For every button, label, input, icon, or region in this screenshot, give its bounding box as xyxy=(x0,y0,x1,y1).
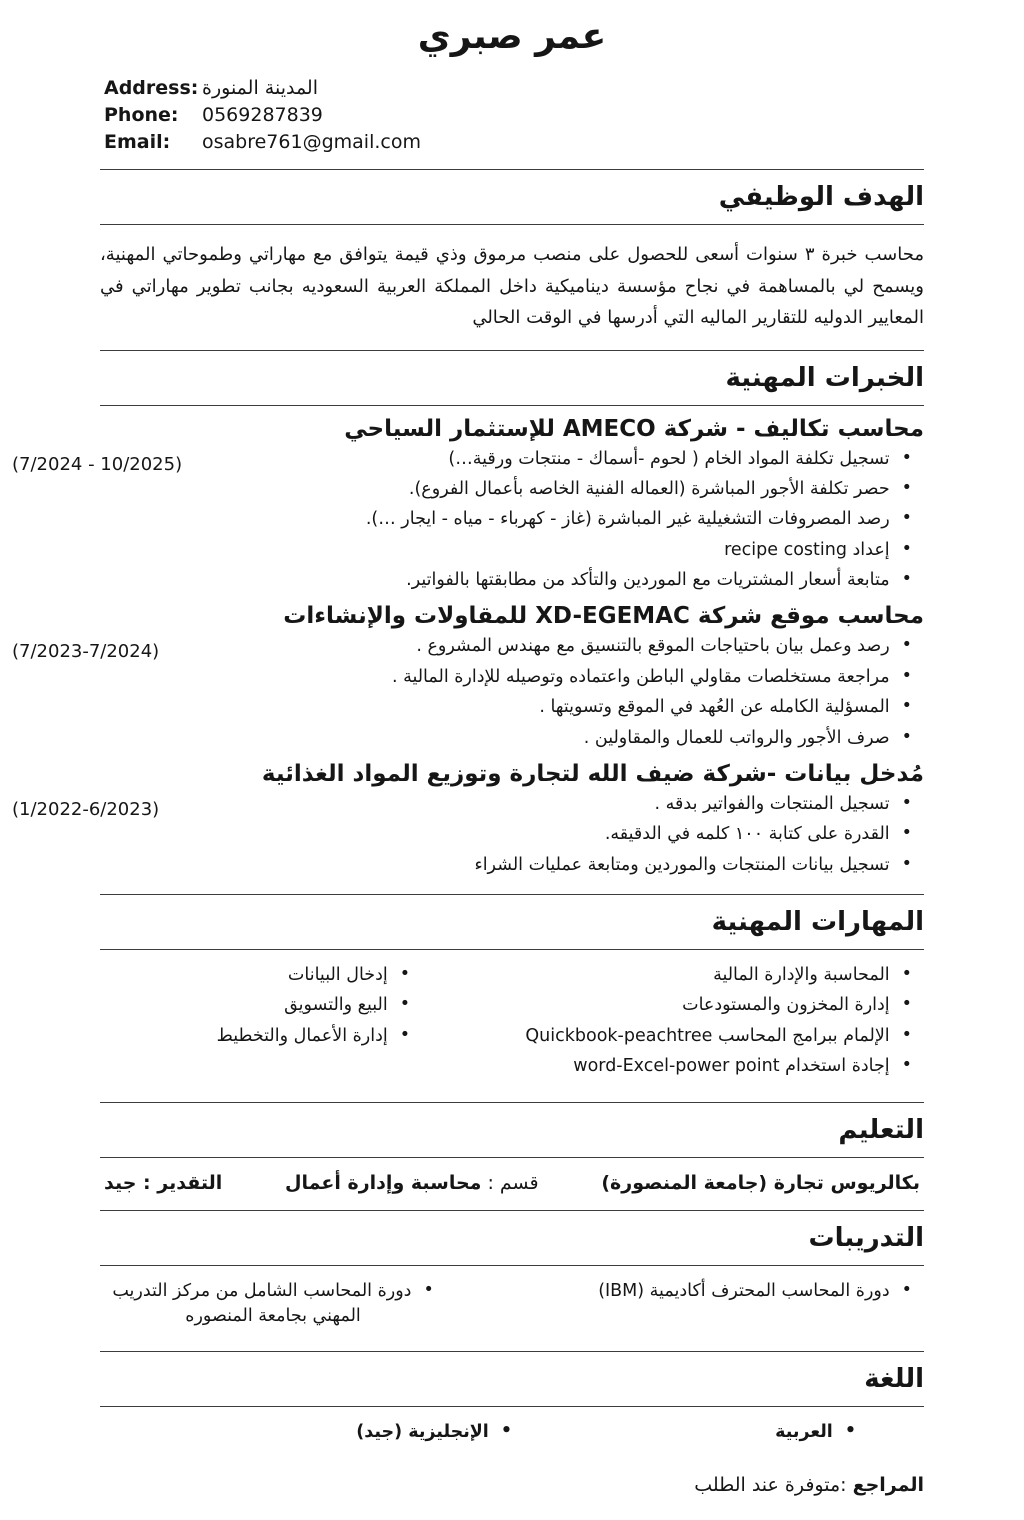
section-education xyxy=(100,1102,924,1194)
training-item: •دورة المحاسب المحترف أكاديمية (IBM) xyxy=(446,1279,912,1304)
language-item: •الإنجليزية (جيد) xyxy=(100,1420,512,1445)
language-columns xyxy=(100,1415,924,1451)
education-title: التعليم xyxy=(838,1114,924,1145)
skill-item: •البيع والتسويق xyxy=(100,993,410,1018)
job-bullet: •صرف الأجور والرواتب للعمال والمقاولين . xyxy=(100,726,912,751)
job-date: (7/2024 - 10/2025) xyxy=(12,453,183,475)
section-rule xyxy=(100,224,924,225)
job-bullet-list xyxy=(100,792,924,878)
job-bullet: •مراجعة مستخلصات مقاولي الباطن واعتماده وتوصيله للإدارة المالية . xyxy=(100,665,912,690)
section-language xyxy=(100,1351,924,1451)
education-department xyxy=(285,1172,539,1194)
bullet-icon: • xyxy=(901,823,912,844)
trainings-list xyxy=(446,1279,924,1304)
language-item: •العربية xyxy=(512,1420,856,1445)
section-rule xyxy=(100,1351,924,1352)
job-bullet: •إعداد recipe costing xyxy=(100,538,912,563)
language-column-left xyxy=(100,1415,512,1451)
skill-item: •إدارة الأعمال والتخطيط xyxy=(100,1024,410,1049)
bullet-icon: • xyxy=(844,1421,856,1442)
bullet-icon: • xyxy=(901,508,912,529)
job-bullet: •تسجيل المنتجات والفواتير بدقه . xyxy=(100,792,912,817)
language-list xyxy=(512,1420,924,1445)
bullet-icon: • xyxy=(901,853,912,874)
address-label: Address: xyxy=(104,77,199,99)
bullet-icon: • xyxy=(500,1421,512,1442)
skills-title: المهارات المهنية xyxy=(711,907,924,937)
skill-item: •الإلمام ببرامج المحاسب Quickbook-peachtree xyxy=(446,1024,912,1049)
trainings-title: التدريبات xyxy=(808,1222,924,1253)
bullet-icon: • xyxy=(901,635,912,656)
bullet-icon: • xyxy=(901,1055,912,1076)
objective-text: محاسب خبرة ٣ سنوات أسعى للحصول على منصب مرموق وذي قيمة يتوافق مع مهاراتي وطموحاتي المهنية، ويسمح لي بالمساهمة في نجاح مؤسسة ديناميكية داخل المملكة العربية السعوديه بجانب تطوير مهاراتي في المعايير الدوليه للتقارير الماليه التي أدرسها في الوقت الحالي xyxy=(100,244,924,328)
bullet-icon: • xyxy=(901,696,912,717)
job-bullet: •القدرة على كتابة ١٠٠ كلمه في الدقيقه. xyxy=(100,822,912,847)
trainings-columns xyxy=(100,1274,924,1336)
section-rule xyxy=(100,1265,924,1266)
bullet-icon: • xyxy=(901,994,912,1015)
email-value: osabre761@gmail.com xyxy=(202,131,421,153)
bullet-icon: • xyxy=(399,964,411,984)
bullet-icon: • xyxy=(901,538,912,559)
skill-item: •إدخال البيانات xyxy=(100,963,410,988)
section-experience xyxy=(12,350,924,879)
section-rule xyxy=(100,1406,924,1407)
contact-row-address xyxy=(104,77,924,99)
job-bullet: •متابعة أسعار المشتريات مع الموردين والتأكد من مطابقتها بالفواتير. xyxy=(100,568,912,593)
bullet-icon: • xyxy=(901,569,912,589)
education-row xyxy=(104,1172,920,1194)
page-title: عمر صبري xyxy=(417,16,607,57)
job-entry xyxy=(12,603,924,751)
job-title: محاسب تكاليف - شركة AMECO للإستثمار السياحي xyxy=(344,415,924,442)
phone-value: 0569287839 xyxy=(202,104,323,126)
skills-column-right xyxy=(446,958,924,1086)
bullet-icon: • xyxy=(901,665,912,686)
section-rule xyxy=(100,1210,924,1211)
bullet-icon: • xyxy=(399,1024,411,1045)
objective-title: الهدف الوظيفي xyxy=(718,182,924,212)
job-bullet: •رصد المصروفات التشغيلية غير المباشرة (غاز - كهرباء - مياه - ايجار …). xyxy=(100,507,912,532)
bullet-icon: • xyxy=(399,994,411,1015)
contact-block xyxy=(104,77,924,153)
job-bullet-list xyxy=(100,634,924,751)
skill-item: •إجادة استخدام word-Excel-power point xyxy=(446,1054,912,1079)
job-date: (1/2022-6/2023) xyxy=(12,798,160,820)
section-rule xyxy=(100,949,924,950)
job-bullet: •تسجيل بيانات المنتجات والموردين ومتابعة عمليات الشراء xyxy=(100,853,912,878)
email-label: Email: xyxy=(104,131,171,153)
phone-label: Phone: xyxy=(104,104,179,126)
education-degree: بكالريوس تجارة (جامعة المنصورة) xyxy=(601,1171,920,1194)
bullet-icon: • xyxy=(901,792,912,813)
job-title: محاسب موقع شركة XD-EGEMAC للمقاولات والإنشاءات xyxy=(283,603,924,630)
section-rule xyxy=(100,894,924,895)
language-title: اللغة xyxy=(864,1364,924,1395)
job-bullet-list xyxy=(100,447,924,594)
skill-item: •المحاسبة والإدارة المالية xyxy=(446,963,912,988)
section-rule xyxy=(100,1157,924,1158)
job-bullet: •تسجيل تكلفة المواد الخام ( لحوم -أسماك - منتجات ورقية…) xyxy=(100,447,912,472)
section-rule xyxy=(100,405,924,406)
trainings-list xyxy=(100,1279,446,1330)
contact-row-email xyxy=(104,131,924,153)
experience-title: الخبرات المهنية xyxy=(725,362,924,393)
skills-list xyxy=(100,963,446,1049)
address-value: المدينة المنورة xyxy=(202,77,319,99)
job-date: (7/2023-7/2024) xyxy=(12,641,160,663)
language-list xyxy=(100,1420,512,1445)
skills-list xyxy=(446,963,924,1080)
bullet-icon: • xyxy=(901,1279,912,1300)
job-entry xyxy=(12,415,924,594)
bullet-icon: • xyxy=(901,726,912,747)
skills-column-left xyxy=(100,958,446,1086)
section-objective xyxy=(100,169,924,334)
section-rule xyxy=(100,169,924,170)
language-column-right xyxy=(512,1415,924,1451)
section-skills xyxy=(100,894,924,1086)
contact-row-phone xyxy=(104,104,924,126)
job-title: مُدخل بيانات -شركة ضيف الله لتجارة وتوزيع المواد الغذائية xyxy=(261,760,924,787)
bullet-icon: • xyxy=(901,477,912,498)
job-bullet: •حصر تكلفة الأجور المباشرة (العماله الفنية الخاصه بأعمال الفروع). xyxy=(100,477,912,502)
skills-columns xyxy=(100,958,924,1086)
trainings-column-right xyxy=(446,1274,924,1336)
job-bullet: •المسؤلية الكامله عن العُهد في الموقع وتسويتها . xyxy=(100,695,912,720)
trainings-column-left xyxy=(100,1274,446,1336)
bullet-icon: • xyxy=(901,1024,912,1045)
education-grade: التقدير : جيد xyxy=(104,1171,223,1194)
bullet-icon: • xyxy=(901,964,912,984)
references-line xyxy=(100,1474,924,1496)
section-rule xyxy=(100,350,924,351)
job-bullet: •رصد وعمل بيان باحتياجات الموقع بالتنسيق مع مهندس المشروع . xyxy=(100,634,912,659)
education-department-label: قسم : xyxy=(487,1171,539,1194)
bullet-icon: • xyxy=(423,1279,434,1300)
bullet-icon: • xyxy=(901,447,912,468)
section-rule xyxy=(100,1102,924,1103)
references-value: :متوفرة عند الطلب xyxy=(694,1473,847,1496)
training-item: •دورة المحاسب الشامل من مركز التدريب المهني بجامعة المنصوره xyxy=(112,1279,434,1326)
section-trainings xyxy=(100,1210,924,1336)
education-department-value: محاسبة وإدارة أعمال xyxy=(285,1171,482,1194)
skill-item: •إدارة المخزون والمستودعات xyxy=(446,993,912,1018)
job-entry xyxy=(12,760,924,878)
references-label: المراجع xyxy=(852,1473,924,1496)
